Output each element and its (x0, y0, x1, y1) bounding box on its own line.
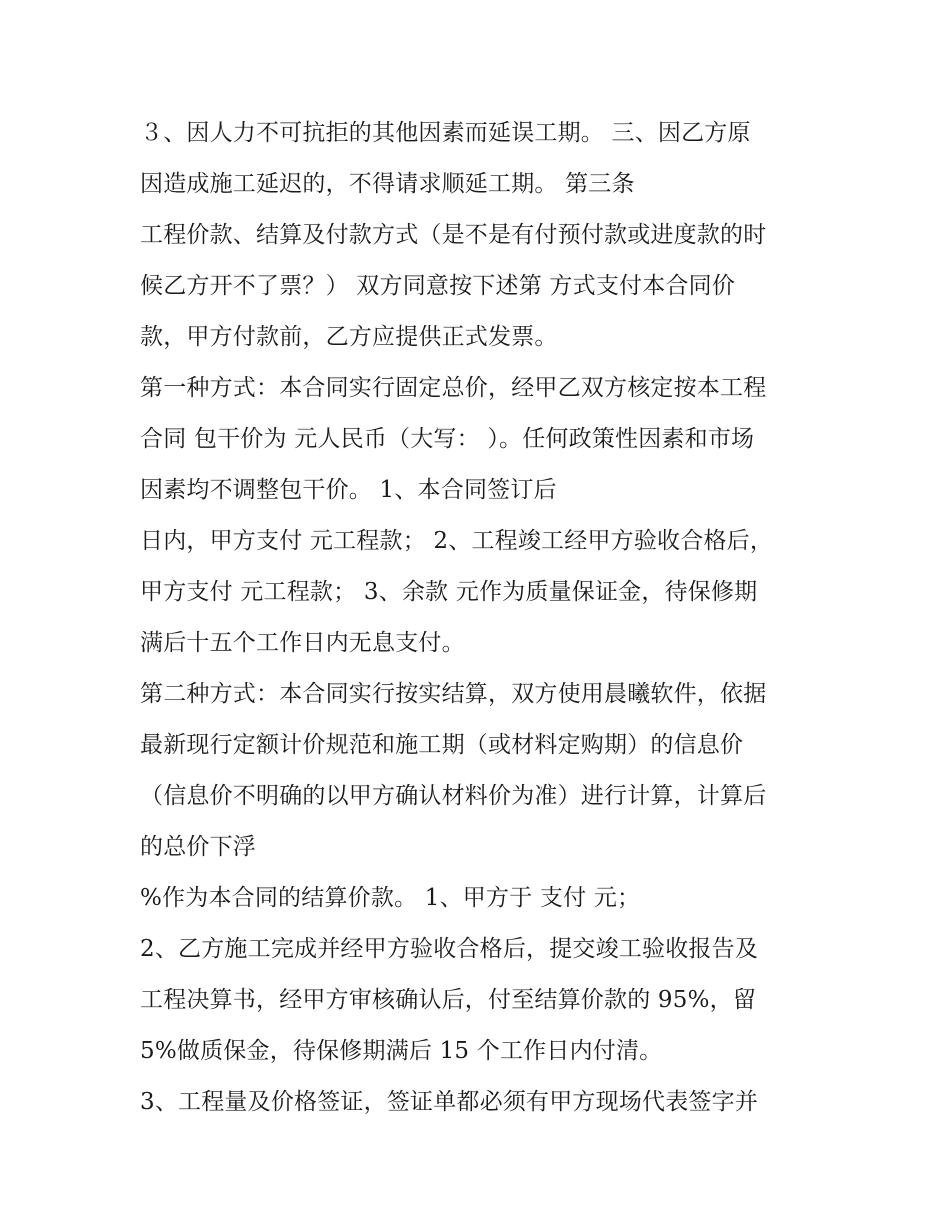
text-line: 2、乙方施工完成并经甲方验收合格后，提交竣工验收报告及 (140, 936, 759, 962)
text-line: 最新现行定额计价规范和施工期（或材料定购期）的信息价 (140, 732, 744, 758)
text-line: 因素均不调整包干价。 1、本合同签订后 (140, 477, 557, 503)
text-line: 5%做质保金，待保修期满后 15 个工作日内付清。 (140, 1038, 663, 1064)
text-line: 日内，甲方支付 元工程款； 2、工程竣工经甲方验收合格后， (140, 528, 774, 554)
text-line: 合同 包干价为 元人民币（大写： ）。任何政策性因素和市场 (140, 426, 755, 452)
text-line: 的总价下浮 (140, 834, 256, 860)
text-line: 满后十五个工作日内无息支付。 (140, 630, 465, 656)
text-line: 候乙方开不了票？） 双方同意按下述第 方式支付本合同价 (140, 273, 736, 299)
text-line: 3、工程量及价格签证，签证单都必须有甲方现场代表签字并 (140, 1089, 759, 1115)
text-line: ３、因人力不可抗拒的其他因素而延误工期。 三、因乙方原 (140, 120, 751, 146)
text-line: 工程价款、结算及付款方式（是不是有付预付款或进度款的时 (140, 222, 767, 248)
contract-body-text (140, 108, 830, 1128)
text-line: （信息价不明确的以甲方确认材料价为准）进行计算，计算后 (140, 783, 767, 809)
text-line: 工程决算书，经甲方审核确认后，付至结算价款的 95%，留 (140, 987, 757, 1013)
text-line: 款，甲方付款前，乙方应提供正式发票。 (140, 324, 558, 350)
text-line: 因造成施工延迟的，不得请求顺延工期。 第三条 (140, 171, 635, 197)
text-line: %作为本合同的结算价款。 1、甲方于 支付 元； (140, 885, 641, 911)
text-line: 第二种方式：本合同实行按实结算，双方使用晨曦软件，依据 (140, 681, 767, 707)
text-line: 第一种方式：本合同实行固定总价，经甲乙双方核定按本工程 (140, 375, 767, 401)
text-line: 甲方支付 元工程款； 3、余款 元作为质量保证金，待保修期 (140, 579, 758, 605)
